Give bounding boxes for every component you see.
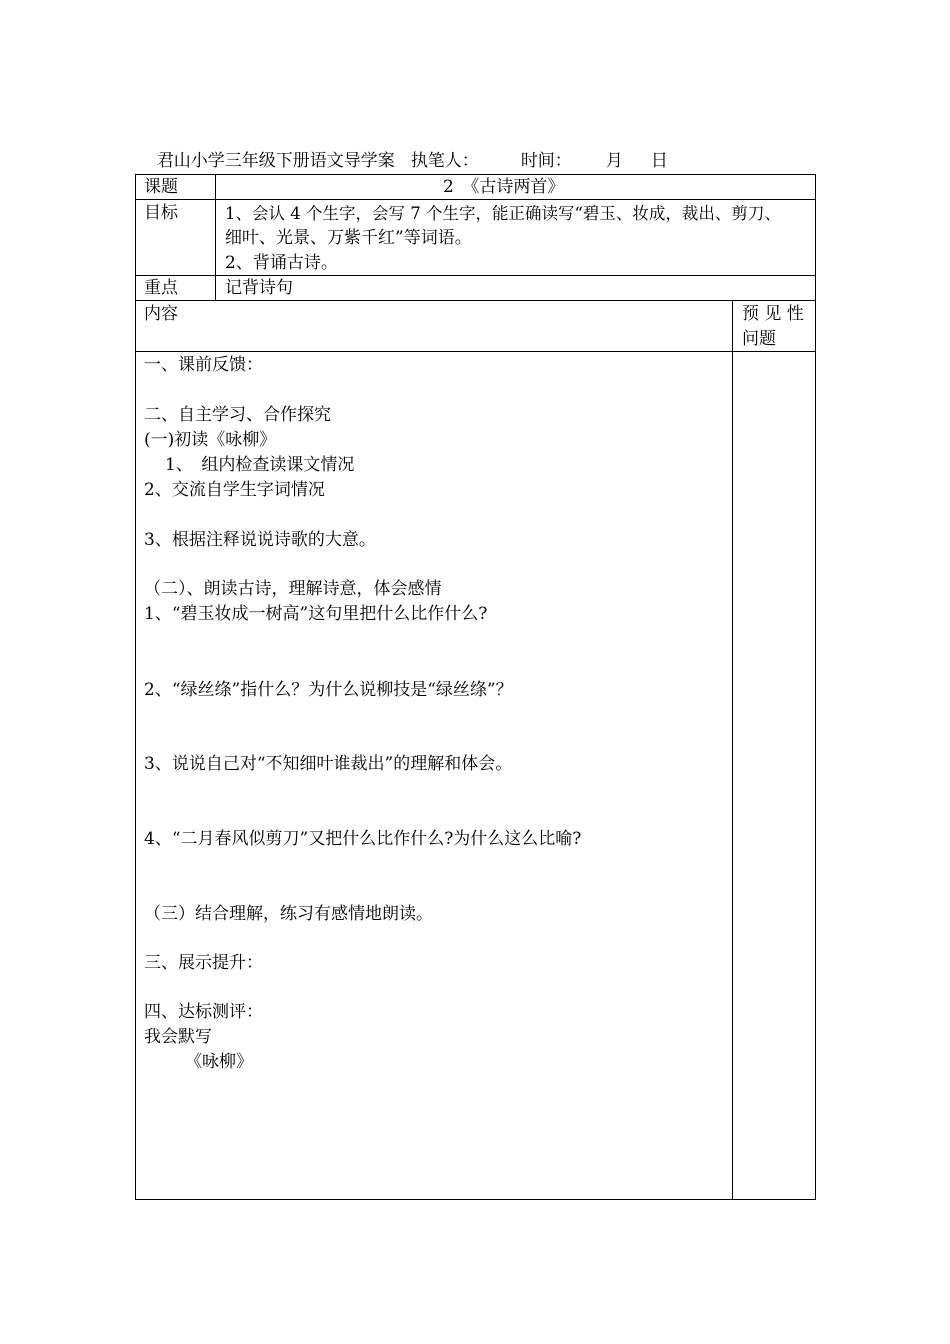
section-showcase: 三、展示提升： (144, 953, 263, 973)
item-group-check: 1、 组内检查读课文情况 (165, 455, 355, 475)
preview-label-line-2: 问题 (742, 329, 776, 349)
key-label: 重点 (144, 278, 178, 298)
content-label: 内容 (144, 304, 178, 324)
document-header (146, 126, 668, 171)
section-self-study: 二、自主学习、合作探究 (144, 405, 331, 425)
author-label: 执笔人： (410, 151, 479, 171)
item-dictation: 我会默写 (144, 1027, 212, 1047)
goal-line-3: 2、背诵古诗。 (225, 253, 338, 273)
subsection-first-read: (一)初读《咏柳》 (144, 430, 277, 450)
day-label: 日 (650, 151, 668, 171)
item-exchange-words: 2、交流自学生字词情况 (144, 480, 325, 500)
subsection-practice-reading: （三）结合理解，练习有感情地朗读。 (144, 904, 433, 924)
goal-label: 目标 (144, 203, 178, 223)
goal-line-1: 1、会认 4 个生字，会写 7 个生字，能正确读写“碧玉、妆成，裁出、剪刀、 (225, 204, 781, 223)
row-divider (135, 351, 816, 352)
question-1: 1、“碧玉妆成一树高”这句里把什么比作什么? (144, 604, 488, 624)
key-value: 记背诗句 (225, 278, 293, 298)
topic-value: 2 《古诗两首》 (443, 177, 565, 197)
school-title: 君山小学三年级下册语文导学案 (156, 151, 395, 171)
subsection-reading: （二）、朗读古诗，理解诗意，体会感情 (144, 579, 442, 599)
goal-line-2: 细叶、光景、万紫千红”等词语。 (225, 228, 472, 248)
item-poem-title: 《咏柳》 (185, 1052, 253, 1072)
question-4: 4、“二月春风似剪刀”又把什么比作什么?为什么这么比喻? (144, 829, 582, 849)
preview-column-divider (732, 300, 733, 1200)
preview-label-line-1: 预 见 性 (742, 304, 804, 324)
section-feedback: 一、课前反馈： (144, 355, 263, 375)
item-meaning: 3、根据注释说说诗歌的大意。 (144, 530, 376, 550)
topic-label: 课题 (144, 177, 178, 197)
question-3: 3、说说自己对“不知细叶谁裁出”的理解和体会。 (144, 754, 513, 774)
question-2: 2、“绿丝绦”指什么？为什么说柳技是“绿丝绦”？ (144, 680, 513, 700)
section-assessment: 四、达标测评： (144, 1002, 263, 1022)
month-label: 月 (605, 151, 623, 171)
time-label: 时间： (520, 151, 572, 171)
label-column-divider (215, 174, 216, 301)
